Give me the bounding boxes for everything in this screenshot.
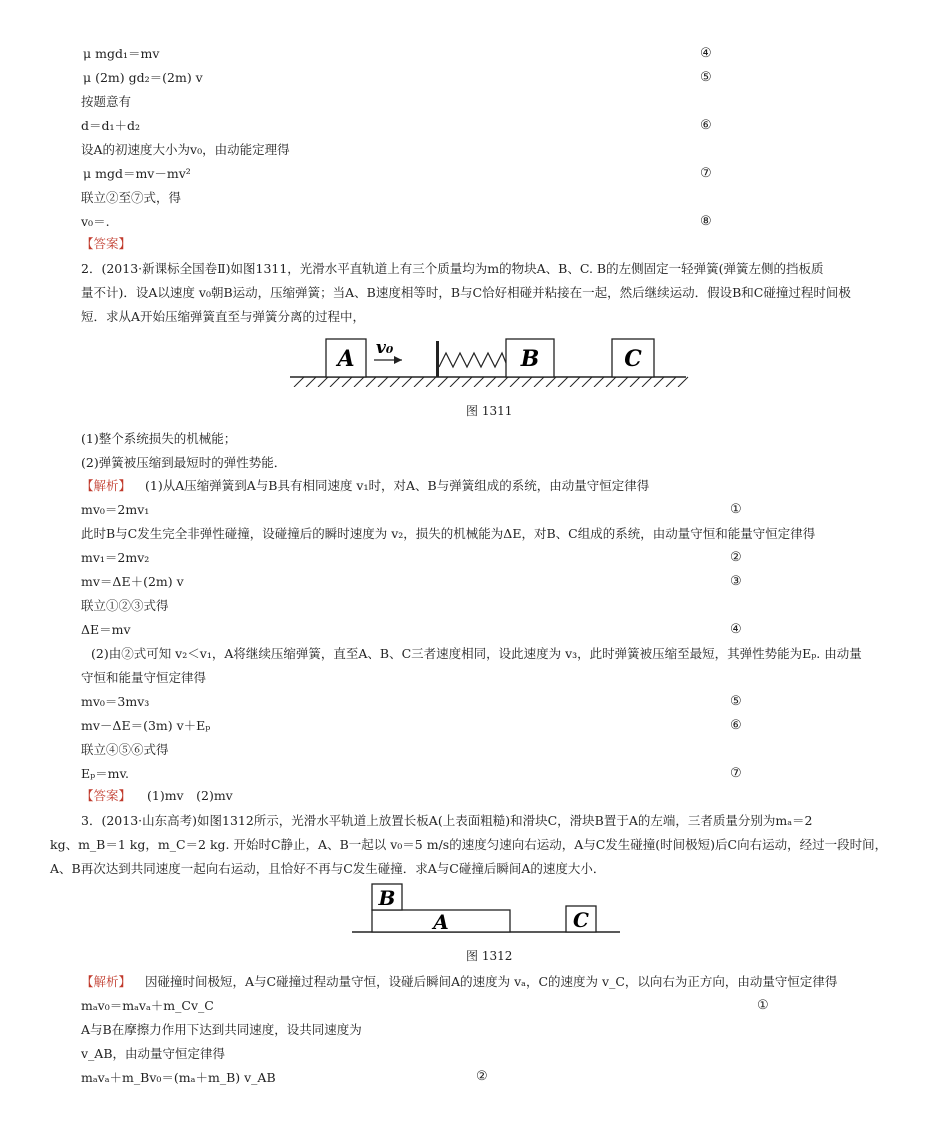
analysis-line bbox=[81, 976, 837, 989]
text-line: 联立④⑤⑥式得 bbox=[81, 742, 169, 757]
eq-line: mv₁＝2mv₂ bbox=[81, 550, 150, 565]
block-c-label: C bbox=[624, 346, 642, 372]
text-line: 按题意有 bbox=[81, 94, 132, 109]
text-line: 联立①②③式得 bbox=[81, 598, 169, 613]
eq-number: ② bbox=[730, 550, 742, 565]
problem2-line2: 量不计)．设A以速度 v₀朝B运动，压缩弹簧；当A、B速度相等时，B与C恰好相碰并粘接在一起，然后继续运动．假设B和C碰撞过程时间极 bbox=[81, 285, 851, 300]
text-line: v_AB，由动量守恒定律得 bbox=[81, 1046, 226, 1061]
eq-number: ⑧ bbox=[700, 214, 712, 229]
eq-number: ⑤ bbox=[730, 694, 742, 709]
question-2: (2)弹簧被压缩到最短时的弹性势能． bbox=[81, 455, 287, 470]
figure-caption: 图 1312 bbox=[466, 949, 513, 963]
answer-line bbox=[81, 790, 233, 803]
spring-icon bbox=[439, 353, 506, 367]
eq-line: Eₚ＝mv. bbox=[81, 766, 130, 781]
eq-line: mv₀＝2mv₁ bbox=[81, 502, 150, 517]
eq-line: mv₀＝3mv₃ bbox=[81, 694, 150, 709]
figure-caption: 图 1311 bbox=[466, 404, 513, 418]
eq-number: ① bbox=[757, 998, 769, 1013]
eq-line: v₀＝. bbox=[81, 214, 110, 229]
eq-number: ② bbox=[476, 1069, 488, 1084]
answer-label: 【答案】 bbox=[81, 788, 132, 803]
eq-number: ③ bbox=[730, 574, 742, 589]
problem3-line1: 3．(2013·山东高考)如图1312所示，光滑水平轨道上放置长板A(上表面粗糙)和滑块C，滑块B置于A的左端，三者质量分别为mₐ＝2 bbox=[81, 813, 813, 828]
eq-line: d＝d₁＋d₂ bbox=[81, 118, 141, 133]
eq-line: mv＝ΔE＋(2m) v bbox=[81, 574, 184, 589]
eq-number: ⑦ bbox=[730, 766, 742, 781]
eq-number: ⑦ bbox=[700, 166, 712, 181]
answer-label: 【答案】 bbox=[81, 236, 132, 251]
analysis-label: 【解析】 bbox=[81, 974, 132, 989]
eq-number: ⑥ bbox=[730, 718, 742, 733]
text-line: A与B在摩擦力作用下达到共同速度，设共同速度为 bbox=[81, 1022, 362, 1037]
eq-line: μ (2m) gd₂＝(2m) v bbox=[83, 70, 203, 85]
eq-number: ⑥ bbox=[700, 118, 712, 133]
text-line: 此时B与C发生完全非弹性碰撞，设碰撞后的瞬时速度为 v₂，损失的机械能为ΔE，对B、C组成的系统，由动量守恒和能量守恒定律得 bbox=[81, 526, 816, 541]
eq-line: ΔE＝mv bbox=[81, 622, 131, 637]
eq-line: mₐv₀＝mₐvₐ＋m_Cv_C bbox=[81, 998, 214, 1013]
block-b-label: B bbox=[378, 886, 396, 910]
eq-number: ① bbox=[730, 502, 742, 517]
analysis-line bbox=[81, 480, 649, 493]
figure-1311 bbox=[290, 335, 690, 387]
problem2-line1: 2．(2013·新课标全国卷Ⅱ)如图1311，光滑水平直轨道上有三个质量均为m的物块A、B、C. B的左侧固定一轻弹簧(弹簧左侧的挡板质 bbox=[81, 261, 824, 276]
figure-1312 bbox=[352, 880, 622, 936]
eq-number: ⑤ bbox=[700, 70, 712, 85]
block-b-label: B bbox=[520, 346, 540, 372]
board-a-label: A bbox=[433, 910, 449, 934]
problem2-line3: 短．求从A开始压缩弹簧直至与弹簧分离的过程中， bbox=[81, 309, 366, 324]
text-line: 联立②至⑦式，得 bbox=[81, 190, 182, 205]
problem3-line3: A、B再次达到共同速度一起向右运动，且恰好不再与C发生碰撞．求A与C碰撞后瞬间A的速度大小． bbox=[50, 861, 606, 876]
eq-number: ④ bbox=[730, 622, 742, 637]
velocity-label: v₀ bbox=[376, 338, 394, 358]
eq-line: μ mgd₁＝mv bbox=[83, 46, 160, 61]
block-c-label: C bbox=[573, 908, 589, 932]
answer-text: (1)mv (2)mv bbox=[147, 788, 233, 803]
problem3-line2: kg、m_B＝1 kg，m_C＝2 kg. 开始时C静止，A、B一起以 v₀＝5 m/s的速度匀速向右运动，A与C发生碰撞(时间极短)后C向右运动，经过一段时间， bbox=[50, 837, 888, 852]
question-1: (1)整个系统损失的机械能； bbox=[81, 431, 237, 446]
text-line: (2)由②式可知 v₂＜v₁，A将继续压缩弹簧，直至A、B、C三者速度相同，设此速度为 v₃，此时弹簧被压缩至最短，其弹性势能为Eₚ. 由动量 bbox=[91, 646, 862, 661]
eq-line: mv－ΔE＝(3m) v＋Eₚ bbox=[81, 718, 211, 733]
analysis-text: 因碰撞时间极短，A与C碰撞过程动量守恒，设碰后瞬间A的速度为 vₐ，C的速度为 v_C，以向右为正方向，由动量守恒定律得 bbox=[145, 974, 838, 989]
analysis-text: (1)从A压缩弹簧到A与B具有相同速度 v₁时，对A、B与弹簧组成的系统，由动量守恒定律得 bbox=[145, 478, 650, 493]
text-line: 守恒和能量守恒定律得 bbox=[81, 670, 207, 685]
eq-line: mₐvₐ＋m_Bv₀＝(mₐ＋m_B) v_AB bbox=[81, 1070, 276, 1085]
analysis-label: 【解析】 bbox=[81, 478, 132, 493]
eq-line: μ mgd＝mv－mv² bbox=[83, 166, 191, 181]
block-a-label: A bbox=[337, 346, 355, 372]
spring-baffle bbox=[436, 341, 439, 377]
eq-number: ④ bbox=[700, 46, 712, 61]
text-line: 设A的初速度大小为v₀，由动能定理得 bbox=[81, 142, 290, 157]
